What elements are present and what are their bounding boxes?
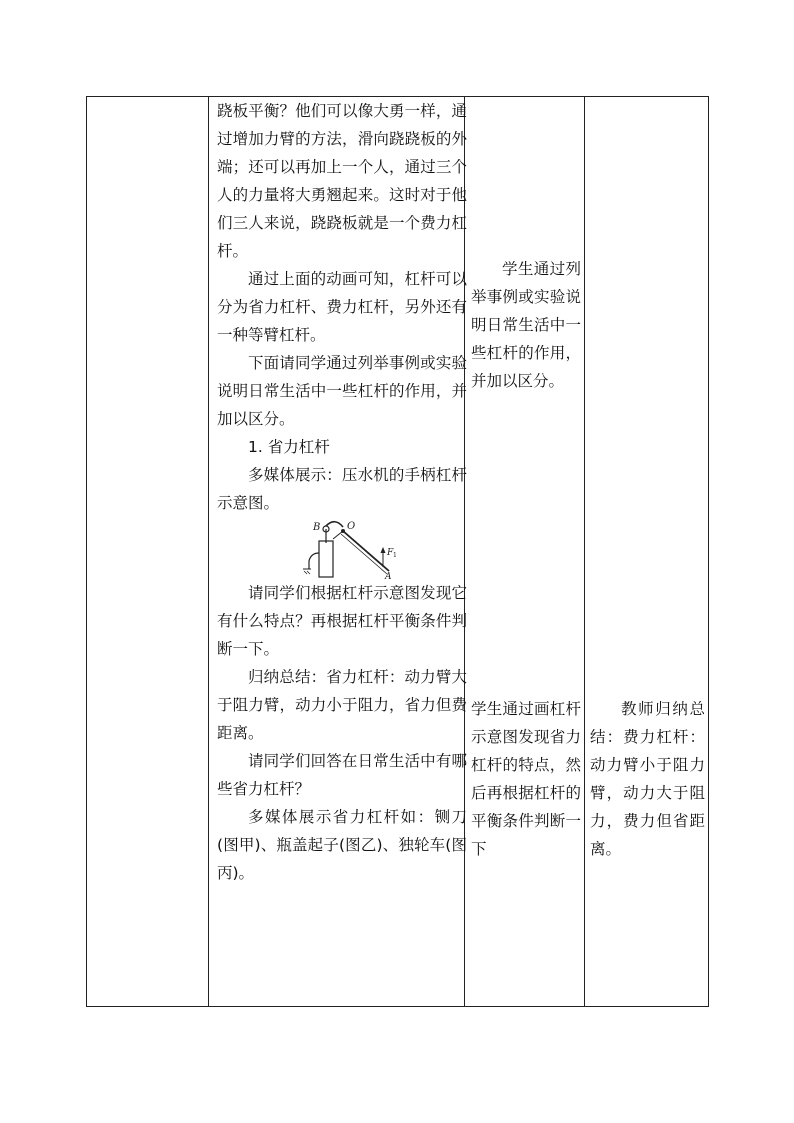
lesson-table bbox=[86, 96, 709, 1007]
paragraph-multimedia-pump: 多媒体展示：压水机的手柄杠杆示意图。 bbox=[217, 466, 467, 512]
point-label-a: A bbox=[385, 572, 392, 579]
point-label-b: B bbox=[313, 522, 321, 533]
teacher-summary: 教师归纳总结：费力杠杆：动力臂小于阻力臂，动力大于阻力，费力但省距离。 bbox=[590, 700, 705, 858]
paragraph-ask-examples: 请同学们回答在日常生活中有哪些省力杠杆？ bbox=[217, 752, 467, 798]
student-activity-1: 学生通过列举事例或实验说明日常生活中一些杠杆的作用，并加以区分。 bbox=[471, 260, 581, 390]
student-activity-2: 学生通过画杠杆示意图发现省力杠杆的特点，然后再根据杠杆的平衡条件判断一下 bbox=[471, 700, 581, 858]
paragraph-seesaw: 跷板平衡？他们可以像大勇一样，通过增加力臂的方法，滑向跷跷板的外端；还可以再加上一个人，通过三个人的力量将大勇翘起来。这时对于他们三人来说，跷跷板就是一个费力杠杆。 bbox=[217, 102, 467, 260]
paragraph-multimedia-examples: 多媒体展示省力杠杆如：铡刀(图甲)、瓶盖起子(图乙)、独轮车(图丙)。 bbox=[217, 808, 467, 882]
teacher-activity-column bbox=[217, 97, 467, 887]
force-label-f: F bbox=[387, 548, 394, 558]
point-label-o: O bbox=[347, 521, 356, 532]
paragraph-lever-types: 通过上面的动画可知，杠杆可以分为省力杠杆、费力杠杆，另外还有一种等臂杠杆。 bbox=[217, 270, 467, 344]
paragraph-summary: 归纳总结：省力杠杆：动力臂大于阻力臂，动力小于阻力，省力但费距离。 bbox=[217, 668, 467, 742]
section-heading-labor-saving-lever: 1. 省力杠杆 bbox=[248, 438, 330, 456]
column-divider bbox=[584, 97, 585, 1006]
column-divider bbox=[208, 97, 209, 1006]
paragraph-instruction: 下面请同学通过列举事例或实验说明日常生活中一些杠杆的作用，并加以区分。 bbox=[217, 354, 467, 428]
paragraph-question: 请同学们根据杠杆示意图发现它有什么特点？再根据杠杆平衡条件判断一下。 bbox=[217, 584, 467, 658]
pump-lever-diagram bbox=[297, 519, 407, 579]
force-label-subscript: 1 bbox=[393, 552, 397, 559]
pump-lever-figure bbox=[217, 517, 467, 579]
